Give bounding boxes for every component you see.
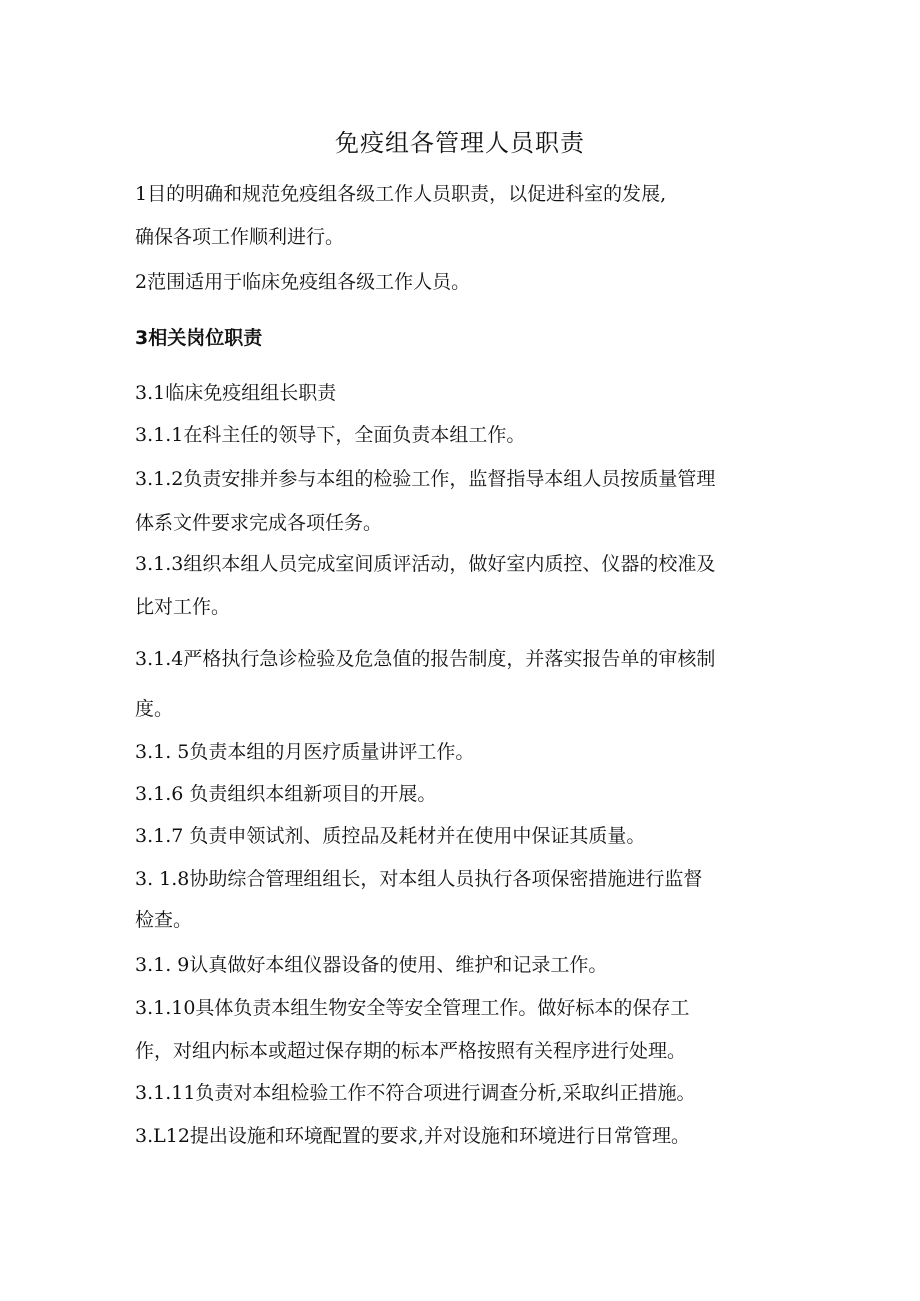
duty-3-1-5: 3.1. 5负责本组的月医疗质量讲评工作。 <box>135 741 475 763</box>
subsection-heading: 3.1临床免疫组组长职责 <box>135 382 337 404</box>
duty-3-1-8-line-1: 3. 1.8协助综合管理组组长，对本组人员执行各项保密措施进行监督 <box>135 868 703 890</box>
duty-3-1-4-line-2: 度。 <box>135 698 174 720</box>
scope-line: 2范围适用于临床免疫组各级工作人员。 <box>135 271 471 293</box>
document-title: 免疫组各管理人员职责 <box>335 129 585 157</box>
duty-3-1-9: 3.1. 9认真做好本组仪器设备的使用、维护和记录工作。 <box>135 954 608 976</box>
duty-3-1-12: 3.L12提出设施和环境配置的要求,并对设施和环境进行日常管理。 <box>135 1125 690 1147</box>
duty-3-1-2-line-1: 3.1.2负责安排并参与本组的检验工作，监督指导本组人员按质量管理 <box>135 468 716 490</box>
duty-3-1-2-line-2: 体系文件要求完成各项任务。 <box>135 512 383 534</box>
duty-3-1-7: 3.1.7 负责申领试剂、质控品及耗材并在使用中保证其质量。 <box>135 825 646 847</box>
duty-3-1-4-line-1: 3.1.4严格执行急诊检验及危急值的报告制度，并落实报告单的审核制 <box>135 648 716 670</box>
duty-3-1-10-line-2: 作，对组内标本或超过保存期的标本严格按照有关程序进行处理。 <box>135 1040 687 1062</box>
purpose-line-2: 确保各项工作顺利进行。 <box>135 226 345 248</box>
duty-3-1-8-line-2: 检查。 <box>135 909 193 931</box>
duty-3-1-1: 3.1.1在科主任的领导下，全面负责本组工作。 <box>135 424 526 446</box>
duty-3-1-3-line-1: 3.1.3组织本组人员完成室间质评活动，做好室内质控、仪器的校准及 <box>135 553 716 575</box>
section-heading: 3相关岗位职责 <box>135 327 263 349</box>
duty-3-1-3-line-2: 比对工作。 <box>135 596 231 618</box>
duty-3-1-10-line-1: 3.1.10具体负责本组生物安全等安全管理工作。做好标本的保存工 <box>135 997 690 1019</box>
purpose-line-1: 1目的明确和规范免疫组各级工作人员职责，以促进科室的发展, <box>135 183 667 205</box>
duty-3-1-11: 3.1.11负责对本组检验工作不符合项进行调查分析,采取纠正措施。 <box>135 1082 696 1104</box>
duty-3-1-6: 3.1.6 负责组织本组新项目的开展。 <box>135 783 437 805</box>
